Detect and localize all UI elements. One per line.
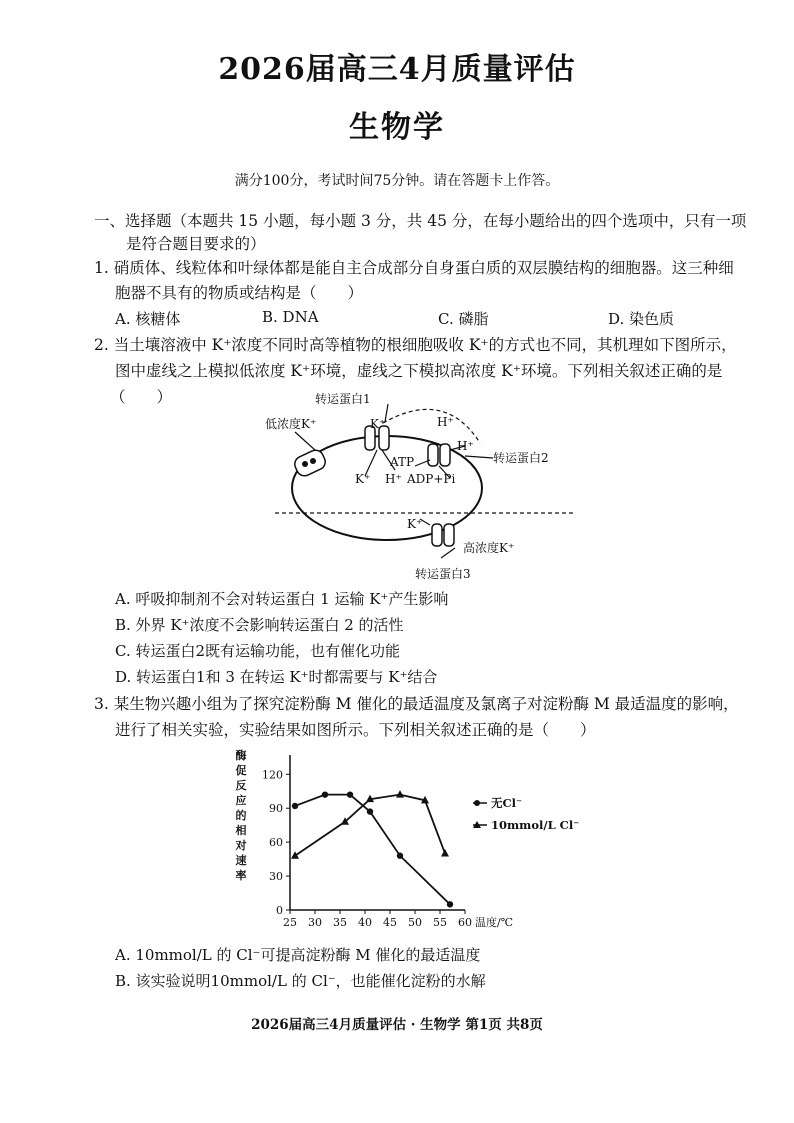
svg-text:酶: 酶	[235, 749, 247, 762]
q2-option-b[interactable]: B. 外界 K⁺浓度不会影响转运蛋白 2 的活性	[115, 616, 404, 634]
atp-label: ATP	[390, 455, 415, 469]
q2-stem-line1: 2. 当土壤溶液中 K⁺浓度不同时高等植物的根细胞吸收 K⁺的方式也不同，其机理如下图所示，	[94, 336, 737, 354]
x-tick-label: 35	[333, 916, 347, 929]
q1-option-c[interactable]: C. 磷脂	[438, 310, 489, 328]
q2-option-c[interactable]: C. 转运蛋白2既有运输功能，也有催化功能	[115, 642, 401, 660]
k-ion-label-3: K⁺	[407, 517, 423, 531]
low-conc-label: 低浓度K⁺	[265, 417, 317, 431]
svg-text:应: 应	[235, 794, 247, 807]
legend-marker	[474, 800, 480, 806]
svg-text:速: 速	[235, 854, 247, 867]
enzyme-rate-chart	[225, 745, 585, 945]
q2-option-d[interactable]: D. 转运蛋白1和 3 在转运 K⁺时都需要与 K⁺结合	[115, 668, 438, 686]
q2-stem-line3: （ ）	[110, 388, 173, 406]
svg-text:的: 的	[235, 809, 247, 822]
x-tick-label: 50	[408, 916, 422, 929]
data-point-circle	[347, 791, 353, 797]
high-conc-label: 高浓度K⁺	[463, 541, 515, 555]
q1-option-d[interactable]: D. 染色质	[608, 310, 675, 328]
y-tick-label: 90	[269, 802, 283, 816]
x-tick-label: 45	[383, 916, 397, 929]
svg-text:促: 促	[235, 764, 247, 777]
data-point-circle	[367, 808, 373, 814]
x-tick-label: 40	[358, 916, 372, 929]
page-footer: 2026届高三4月质量评估 · 生物学 第1页 共8页	[251, 1017, 543, 1033]
svg-text:率: 率	[235, 869, 247, 882]
data-point-circle	[292, 803, 298, 809]
x-axis-label: 温度/℃	[475, 916, 514, 929]
data-point-triangle	[291, 851, 299, 859]
q2-option-a[interactable]: A. 呼吸抑制剂不会对转运蛋白 1 运输 K⁺产生影响	[115, 590, 449, 608]
y-tick-label: 60	[269, 836, 283, 850]
data-point-circle	[397, 853, 403, 859]
membrane-channel-left	[292, 448, 328, 479]
data-point-triangle	[441, 849, 449, 857]
q1-option-b[interactable]: B. DNA	[262, 308, 319, 326]
protein2-label: 转运蛋白2	[493, 451, 549, 465]
q2-stem-line2: 图中虚线之上模拟低浓度 K⁺环境，虚线之下模拟高浓度 K⁺环境。下列相关叙述正确的是	[115, 362, 723, 380]
q3-stem-line2: 进行了相关实验，实验结果如图所示。下列相关叙述正确的是（ ）	[115, 721, 596, 739]
k-ion-label-1: K⁺	[370, 417, 386, 431]
exam-note: 满分100分，考试时间75分钟。请在答题卡上作答。	[234, 173, 560, 189]
y-tick-label: 30	[269, 870, 283, 884]
x-tick-label: 30	[308, 916, 322, 929]
y-tick-label: 0	[276, 904, 283, 917]
svg-text:对: 对	[235, 839, 247, 852]
svg-text:相: 相	[235, 824, 247, 837]
data-point-circle	[322, 791, 328, 797]
q1-option-a[interactable]: A. 核糖体	[115, 310, 181, 328]
exam-title: 2026届高三4月质量评估	[218, 52, 576, 87]
section-heading-line1: 一、选择题（本题共 15 小题，每小题 3 分，共 45 分，在每小题给出的四个选项中，只有一项	[94, 212, 747, 230]
q1-stem-line2: 胞器不具有的物质或结构是（ ）	[115, 284, 364, 302]
x-tick-label: 25	[283, 916, 297, 929]
transport-diagram	[255, 388, 595, 588]
q3-option-b[interactable]: B. 该实验说明10mmol/L 的 Cl⁻，也能催化淀粉的水解	[115, 972, 486, 990]
legend-label: 无Cl⁻	[491, 796, 523, 810]
subject-title: 生物学	[349, 110, 445, 145]
legend-label: 10mmol/L Cl⁻	[491, 818, 580, 832]
data-point-triangle	[396, 790, 404, 798]
protein1-label: 转运蛋白1	[315, 392, 371, 406]
y-tick-label: 120	[262, 768, 283, 782]
h-ion-label-2: H⁺	[457, 439, 474, 453]
x-tick-label: 55	[433, 916, 447, 929]
h-ion-label-3: H⁺	[385, 472, 402, 486]
adp-label: ADP+Pi	[407, 472, 456, 486]
protein3-label: 转运蛋白3	[415, 567, 471, 581]
transport-protein-3-shape	[432, 524, 454, 546]
section-heading-line2: 是符合题目要求的）	[126, 235, 266, 253]
h-ion-label-1: H⁺	[437, 415, 454, 429]
data-point-circle	[447, 901, 453, 907]
k-ion-label-2: K⁺	[355, 472, 371, 486]
q3-stem-line1: 3. 某生物兴趣小组为了探究淀粉酶 M 催化的最适温度及氯离子对淀粉酶 M 最适温度的影响，	[94, 695, 739, 713]
q1-stem-line1: 1. 硝质体、线粒体和叶绿体都是能自主合成部分自身蛋白质的双层膜结构的细胞器。这三种细	[94, 259, 734, 277]
h-loop-arc	[383, 409, 480, 443]
y-axis-label	[235, 748, 247, 882]
svg-text:反: 反	[235, 779, 247, 792]
series-line-2	[295, 795, 445, 856]
transport-protein-2-shape	[428, 444, 450, 466]
q3-option-a[interactable]: A. 10mmol/L 的 Cl⁻可提高淀粉酶 M 催化的最适温度	[115, 946, 481, 964]
x-tick-label: 60	[458, 916, 472, 929]
